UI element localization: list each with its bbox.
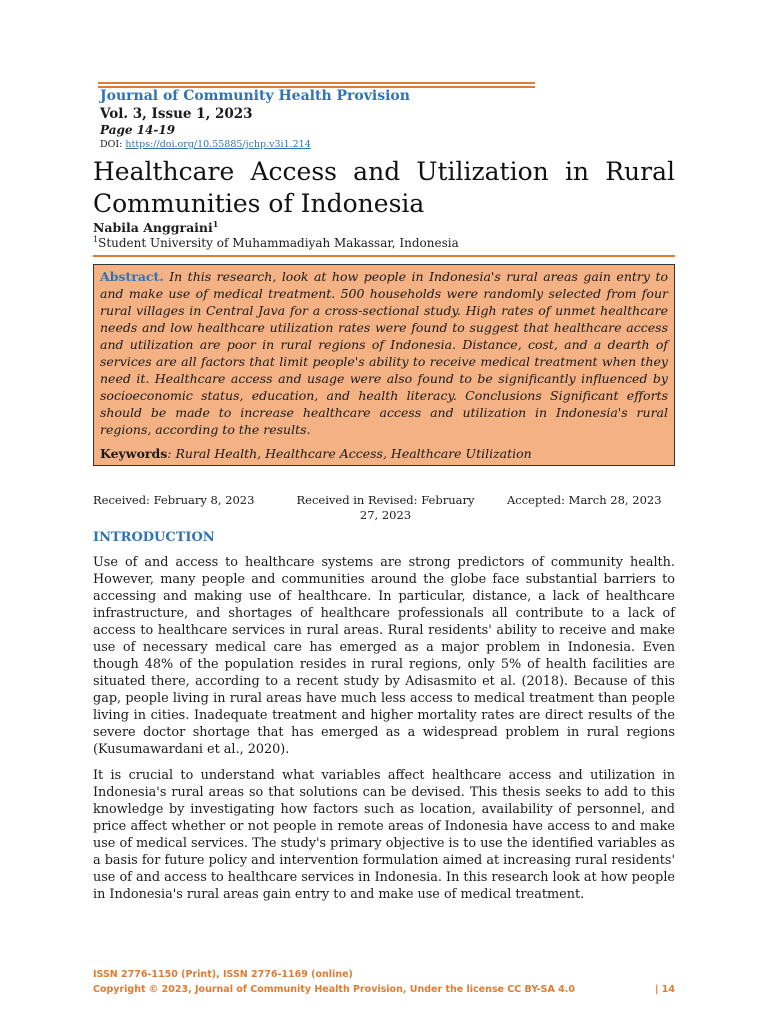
abstract-heading: Abstract.: [100, 269, 164, 284]
keywords-label: Keywords: [100, 446, 168, 461]
volume-issue: Vol. 3, Issue 1, 2023: [100, 106, 253, 122]
abstract-box: [93, 264, 675, 466]
article-title: Healthcare Access and Utilization in Rural Communities of Indonesia: [93, 157, 675, 218]
doi-line: [100, 139, 311, 150]
abstract-text: In this research, look at how people in Indonesia's rural areas gain entry to and make use of medical treatment. 500 households were randomly selected from four rural villages in Central Java for a cross-sectional study. High rates of unmet healthcare needs and low healthcare utilization rates were found to suggest that healthcare access and utilization are poor in rural regions of Indonesia. Distance, cost, and a dearth of services are all factors that limit people's ability to receive medical treatment when they need it. Healthcare access and usage were also found to be significantly influenced by socioeconomic status, education, and health literacy. Conclusions Significant efforts should be made to increase healthcare access and utilization in Indonesia's rural regions, according to the results.: [100, 269, 668, 437]
keywords-list: : Rural Health, Healthcare Access, Healthcare Utilization: [167, 446, 532, 461]
author-name-text: Nabila Anggraini: [93, 220, 213, 236]
author-affiliation: [93, 235, 459, 250]
affiliation-superscript: 1: [93, 235, 99, 244]
intro-paragraph-1: Use of and access to healthcare systems are strong predictors of community health. However, many people and communities around the globe face substantial barriers to accessing and making use of healthcare. In particular, distance, a lack of healthcare infrastructure, and shortages of healthcare professionals all contribute to a lack of access to healthcare services in rural areas. Rural residents' ability to receive and make use of necessary medical care has emerged as a major problem in Indonesia. Even though 48% of the population resides in rural regions, only 5% of health facilities are situated there, according to a recent study by Adisasmito et al. (2018). Because of this gap, people living in rural areas have much less access to medical treatment than people living in cities. Inadequate treatment and higher mortality rates are direct results of the severe doctor shortage that has emerged as a widespread problem in rural regions (Kusumawardani et al., 2020).: [93, 555, 675, 757]
author-superscript: 1: [212, 219, 219, 229]
accepted-date: Accepted: March 28, 2023: [507, 493, 662, 507]
doi-label: DOI:: [100, 139, 123, 150]
intro-paragraph-2: It is crucial to understand what variables affect healthcare access and utilization in Indonesia's rural areas so that solutions can be devised. This thesis seeks to add to this knowledge by investigating how factors such as location, availability of personnel, and price affect whether or not people in remote areas of Indonesia have access to and make use of medical services. The study's primary objective is to use the identified variables as a basis for future policy and intervention formulation aimed at increasing rural residents' use of and access to healthcare services in Indonesia. In this research look at how people in Indonesia's rural areas gain entry to and make use of medical treatment.: [93, 768, 675, 902]
doi-link[interactable]: https://doi.org/10.55885/jchp.v3i1.214: [125, 139, 311, 150]
received-date: Received: February 8, 2023: [93, 493, 255, 507]
abstract-paragraph: [100, 268, 668, 438]
author-name: [93, 219, 218, 235]
title-rule: [93, 255, 675, 257]
page-number: | 14: [655, 984, 675, 995]
journal-name: Journal of Community Health Provision: [100, 88, 410, 104]
introduction-heading: INTRODUCTION: [93, 530, 215, 545]
page-range: Page 14-19: [100, 123, 176, 137]
header-rule-top: [98, 82, 535, 84]
keywords-line: [100, 446, 668, 461]
footer-copyright: Copyright © 2023, Journal of Community Health Provision, Under the license CC BY-SA 4.0: [93, 984, 576, 995]
affiliation-text: Student University of Muhammadiyah Makassar, Indonesia: [98, 236, 459, 250]
footer-issn: ISSN 2776-1150 (Print), ISSN 2776-1169 (online): [93, 969, 353, 980]
revised-date: Received in Revised: February 27, 2023: [296, 493, 475, 522]
